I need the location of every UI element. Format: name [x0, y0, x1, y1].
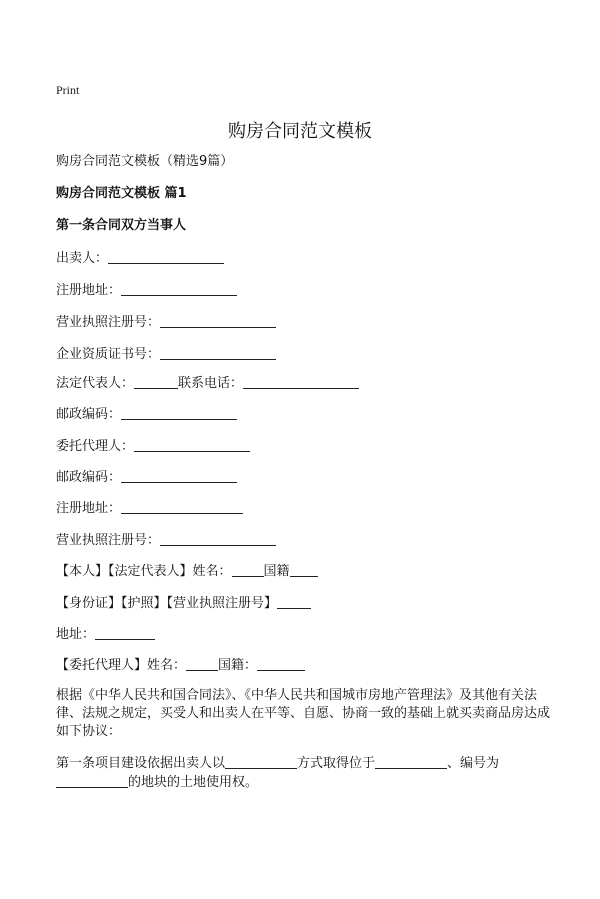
print-label[interactable]: Print: [56, 83, 80, 97]
address-label: 地址：: [56, 627, 96, 642]
phone-label: 联系电话：: [178, 376, 244, 391]
seller-field: [56, 249, 224, 268]
qualification-no-field: [56, 345, 276, 364]
article1-part1: 第一条项目建设依据出卖人以: [56, 756, 226, 771]
phone-blank: [243, 374, 359, 389]
reg-address2-field: [56, 499, 243, 518]
agent-nationality-blank: [257, 656, 305, 671]
article1-part2: 方式取得位于: [297, 756, 376, 771]
nationality-label: 国籍: [263, 564, 290, 579]
license-no2-label: 营业执照注册号：: [56, 533, 161, 548]
agent-field: [56, 437, 250, 456]
address-field: [56, 625, 155, 644]
seller-label: 出卖人：: [56, 251, 109, 266]
reg-address2-blank: [121, 499, 243, 514]
article-heading: 第一条合同双方当事人: [56, 218, 187, 233]
qualification-no-label: 企业资质证书号：: [56, 347, 161, 362]
postcode2-field: [56, 468, 237, 487]
agent-label: 委托代理人：: [56, 439, 135, 454]
postcode-label: 邮政编码：: [56, 407, 122, 422]
reg-address-label: 注册地址：: [56, 283, 122, 298]
id-types-label: 【身份证】【护照】【营业执照注册号】: [56, 596, 278, 611]
license-no2-field: [56, 531, 276, 550]
section-heading: 购房合同范文模板 篇1: [56, 186, 187, 201]
document-subtitle: 购房合同范文模板（精选9篇）: [56, 154, 234, 169]
license-no-label: 营业执照注册号：: [56, 315, 161, 330]
qualification-no-blank: [160, 345, 276, 360]
article1-location-blank: [375, 754, 447, 769]
article1-part3: 、编号为: [447, 756, 500, 771]
id-types-blank: [277, 594, 311, 609]
self-rep-field: [56, 562, 318, 581]
reg-address2-label: 注册地址：: [56, 501, 122, 516]
legal-rep-blank: [134, 374, 178, 389]
agent-name-label: 【委托代理人】姓名：: [56, 658, 187, 673]
id-types-field: [56, 594, 311, 613]
self-rep-label: 【本人】【法定代表人】姓名：: [56, 564, 232, 579]
document-title: 购房合同范文模板: [228, 121, 372, 142]
agent-nationality-label: 国籍：: [218, 658, 258, 673]
reg-address-blank: [121, 281, 237, 296]
paragraph-intro: 根据《中华人民共和国合同法》、《中华人民共和国城市房地产管理法》及其他有关法律、法规之规定，买受人和出卖人在平等、自愿、协商一致的基础上就买卖商品房达成如下协议：: [56, 688, 551, 739]
license-no-field: [56, 313, 276, 332]
agent-blank: [134, 437, 250, 452]
license-no2-blank: [160, 531, 276, 546]
article1-method-blank: [225, 754, 297, 769]
article1-part4: 的地块的土地使用权。: [128, 775, 259, 790]
legal-rep-field: [56, 374, 359, 393]
agent-name-field: [56, 656, 305, 675]
paragraph-article1: [56, 754, 556, 792]
nationality-blank: [290, 562, 318, 577]
reg-address-field: [56, 281, 237, 300]
agent-name-blank: [186, 656, 218, 671]
postcode-blank: [121, 405, 237, 420]
seller-blank: [108, 249, 224, 264]
postcode2-label: 邮政编码：: [56, 470, 122, 485]
address-blank: [95, 625, 155, 640]
self-rep-name-blank: [232, 562, 264, 577]
legal-rep-label: 法定代表人：: [56, 376, 135, 391]
postcode-field: [56, 405, 237, 424]
article1-number-blank: [56, 773, 128, 788]
license-no-blank: [160, 313, 276, 328]
postcode2-blank: [121, 468, 237, 483]
